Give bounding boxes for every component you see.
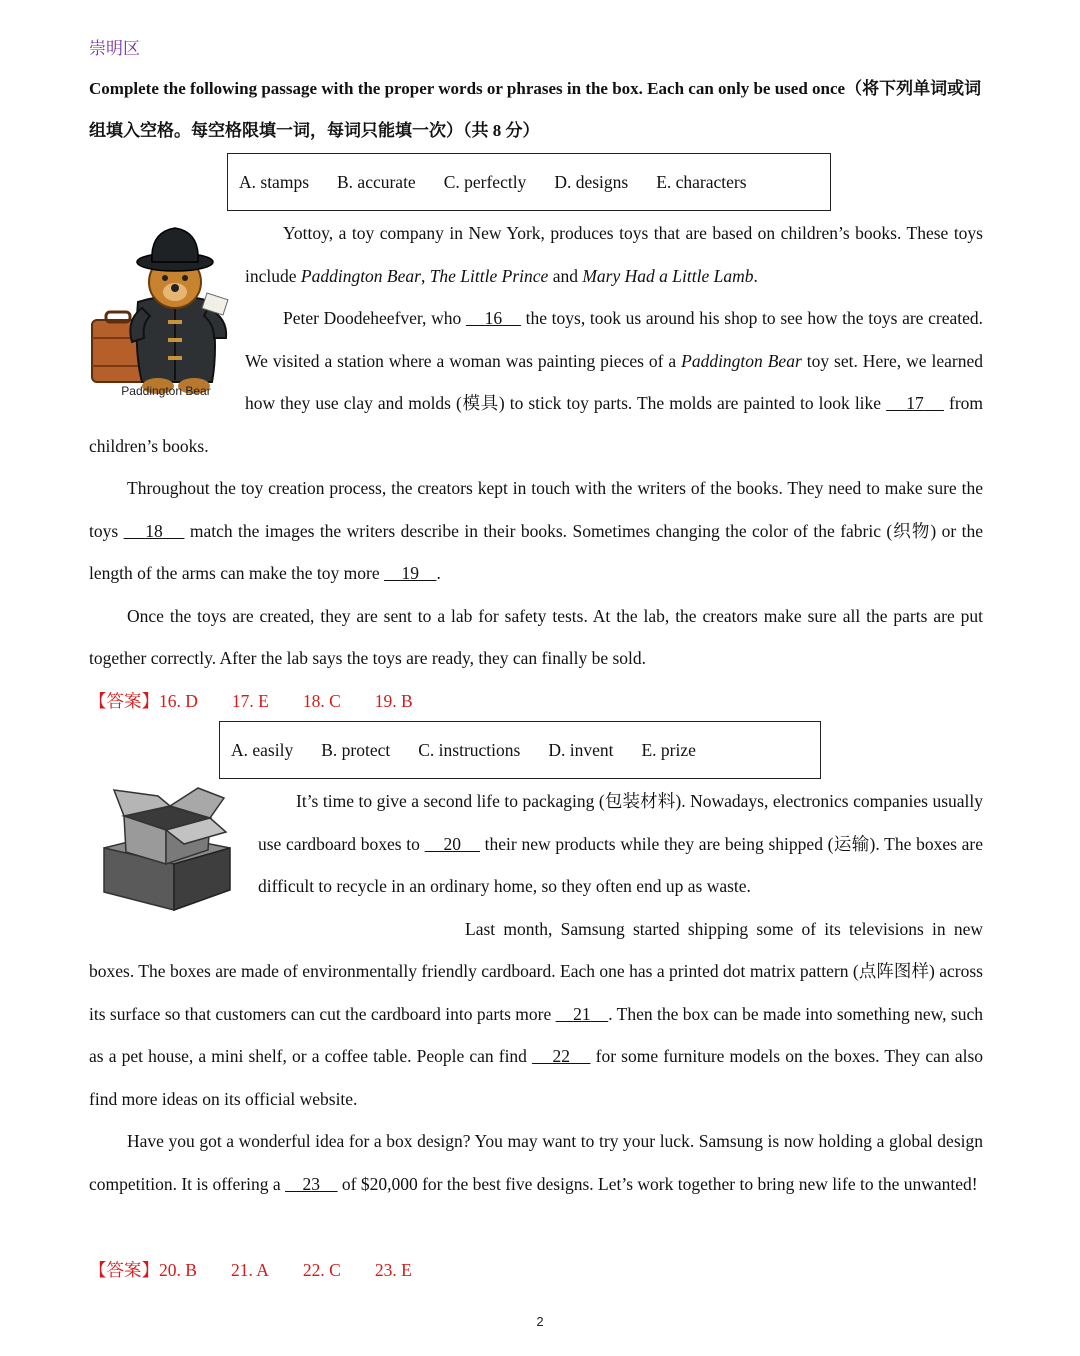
option-e: E. characters (656, 171, 747, 192)
option-d: D. designs (554, 171, 629, 192)
option-a: A. easily (231, 739, 294, 760)
instruction-en: Complete the following passage with the proper words or phrases in the box. Each can only be used once (89, 79, 846, 98)
bear-image-caption: Paddington Bear (121, 384, 211, 398)
answer-20: 20. B (159, 1260, 197, 1280)
answer-21: 21. A (230, 1260, 269, 1280)
passage-2-paragraph-1: It’s time to give a second life to packaging (包装材料). Nowadays, electronics companies usually use cardboard boxes to 20 their new products while they are being shipped (运输). The boxes are difficult to recycle in an ordinary home, so they often end up as waste. (258, 791, 984, 896)
passage-1-paragraph-1: Yottoy, a toy company in New York, produces toys that are based on children’s books. These toys include Paddington Bear, The Little Prince and Mary Had a Little Lamb. (245, 223, 983, 286)
passage-1-paragraph-4: Once the toys are created, they are sent to a lab for safety tests. At the lab, the creators make sure all the parts are put together correctly. After the lab says the toys are ready, they can finally be sold. (89, 605, 983, 668)
blank-18[interactable]: 18 (145, 520, 163, 541)
answer-label-1: 【答案】 (89, 691, 159, 711)
answer-18: 18. C (302, 691, 341, 711)
passage-1-paragraph-3: Throughout the toy creation process, the creators kept in touch with the writers of the books. They need to make sure the toys 18 match the images the writers describe in their books. Sometimes changing the color of the fabric (织物) or the length of the arms can make the toy more 19 . (89, 478, 983, 583)
instruction-points: 8 (492, 121, 502, 140)
passage-2 (89, 780, 983, 1120)
passage-1-paragraph-2: Peter Doodeheefver, who 16 the toys, took us around his shop to see how the toys are created. We visited a station where a woman was painting pieces of a Paddington Bear toy set. Here, we learned how they use clay and molds (模具) to stick toy parts. The molds are painted to look like 17 from children’s books. (89, 308, 984, 456)
blank-23[interactable]: 23 (302, 1173, 321, 1194)
instruction (89, 68, 983, 152)
passage-1 (89, 212, 983, 680)
option-d: D. invent (548, 739, 614, 760)
blank-22[interactable]: 22 (552, 1046, 571, 1066)
answer-22: 22. C (302, 1260, 341, 1280)
passage-2-paragraph-2: Last month, Samsung started shipping some of its televisions in new boxes. The boxes are made of environmentally friendly cardboard. Each one has a printed dot matrix pattern (点阵图样) across its surface so that customers can cut the cardboard into parts more 21 . Then the box can be made into something new, such as a pet house, a mini shelf, or a coffee table. People can find 22 for some furniture models on the boxes. They can also find more ideas on its official website. (89, 918, 984, 1109)
blank-20[interactable]: 20 (443, 833, 462, 854)
option-e: E. prize (641, 739, 696, 760)
passage-2-paragraph-3: Have you got a wonderful idea for a box design? You may want to try your luck. Samsung is now holding a global design competition. It is offering a 23 of $20,000 for the best five designs. Let’s work together to bring new life to the unwanted! (89, 1131, 983, 1194)
blank-17[interactable]: 17 (906, 393, 924, 413)
option-a: A. stamps (239, 171, 309, 192)
page-number: 2 (536, 1314, 544, 1329)
passage-2-paragraph-3-wrap (89, 1120, 983, 1205)
option-b: B. protect (321, 739, 391, 760)
instruction-end: 分） (505, 121, 540, 140)
blank-19[interactable]: 19 (401, 563, 419, 583)
blank-16[interactable]: 16 (484, 308, 503, 328)
word-box-1 (227, 153, 831, 211)
option-b: B. accurate (337, 171, 416, 192)
blank-21[interactable]: 21 (573, 1003, 591, 1024)
instruction-zh: （将下列单词或词组填入空格。每空格限填一词，每词只能填一次）（共 (89, 79, 982, 140)
answer-16: 16. D (159, 691, 198, 711)
answer-line-1 (89, 688, 447, 713)
answer-23: 23. E (374, 1260, 412, 1280)
answer-line-2 (89, 1257, 446, 1282)
answer-19: 19. B (374, 691, 413, 711)
option-c: C. instructions (418, 739, 521, 760)
word-box-2 (219, 721, 821, 779)
district-label: 崇明区 (89, 39, 140, 58)
answer-label-2: 【答案】 (89, 1260, 159, 1280)
answer-17: 17. E (231, 691, 269, 711)
option-c: C. perfectly (443, 171, 527, 192)
